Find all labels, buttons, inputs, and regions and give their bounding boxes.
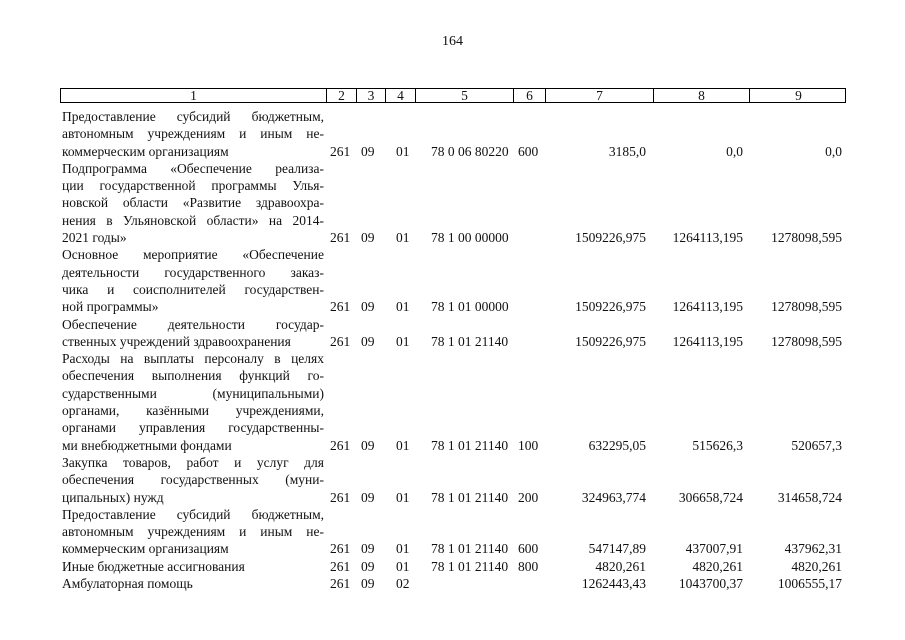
description-line: обеспечения государственных (муни-	[62, 472, 324, 488]
cell-c3: 09	[361, 558, 375, 574]
description-line: Обеспечение деятельности государ-	[62, 316, 324, 332]
cell-c4: 01	[396, 230, 410, 246]
description-line: органами, казёнными учреждениями,	[62, 403, 324, 419]
cell-c7: 4820,261	[595, 558, 646, 574]
cell-c3: 09	[361, 333, 375, 349]
cell-c9: 1006555,17	[777, 576, 842, 592]
cell-c6: 200	[518, 489, 539, 505]
description-line: Основное мероприятие «Обеспечение	[62, 247, 324, 263]
cell-c9: 1278098,595	[771, 299, 842, 315]
description-line: ственных учреждений здравоохранения	[62, 333, 291, 349]
cell-c5: 78 1 01 21140	[431, 558, 509, 574]
cell-c8: 4820,261	[692, 558, 743, 574]
description-line: ции государственной программы Улья-	[62, 178, 324, 194]
cell-c6: 100	[518, 437, 539, 453]
description-line: Иные бюджетные ассигнования	[62, 558, 245, 574]
cell-c4: 01	[396, 299, 410, 315]
description-line: коммерческим организациям	[62, 143, 229, 159]
description-line: новской области «Развитие здравоохра-	[62, 195, 324, 211]
cell-c3: 09	[361, 143, 375, 159]
cell-c3: 09	[361, 576, 375, 592]
description-line: Амбулаторная помощь	[62, 576, 193, 592]
header-col-4: 4	[386, 89, 416, 102]
table-row	[62, 506, 852, 558]
table-row	[62, 350, 852, 454]
cell-c4: 01	[396, 143, 410, 159]
description-line: Закупка товаров, работ и услуг для	[62, 454, 324, 470]
header-col-6: 6	[514, 89, 546, 102]
cell-c5: 78 1 01 21140	[431, 333, 509, 349]
table-row	[62, 575, 852, 592]
description-line: Подпрограмма «Обеспечение реализа-	[62, 160, 324, 176]
page-number: 164	[442, 34, 463, 49]
cell-c3: 09	[361, 230, 375, 246]
table-row	[62, 108, 852, 160]
cell-c7: 1262443,43	[581, 576, 646, 592]
cell-c7: 1509226,975	[575, 230, 646, 246]
description-line: коммерческим организациям	[62, 541, 229, 557]
cell-c3: 09	[361, 541, 375, 557]
cell-c8: 306658,724	[678, 489, 743, 505]
description-line: нения в Ульяновской области» на 2014-	[62, 212, 324, 228]
cell-c2: 261	[330, 541, 351, 557]
table-body	[62, 108, 852, 592]
cell-c4: 01	[396, 558, 410, 574]
header-col-7: 7	[546, 89, 654, 102]
cell-c8: 437007,91	[685, 541, 743, 557]
description-line: автономным учреждениям и иным не-	[62, 126, 324, 142]
header-col-9: 9	[795, 88, 802, 103]
cell-c9: 1278098,595	[771, 333, 842, 349]
description-line: 2021 годы»	[62, 230, 127, 246]
table-header	[60, 88, 846, 103]
cell-c5: 78 1 01 21140	[431, 489, 509, 505]
cell-c8: 0,0	[726, 143, 743, 159]
cell-c9: 437962,31	[784, 541, 842, 557]
cell-c7: 1509226,975	[575, 333, 646, 349]
table-row	[62, 316, 852, 351]
cell-c5: 78 1 01 00000	[431, 299, 509, 315]
description-line: сударственными (муниципальными)	[62, 385, 324, 401]
header-col-5: 5	[416, 89, 514, 102]
description-line: обеспечения выполнения функций го-	[62, 368, 324, 384]
cell-c2: 261	[330, 333, 351, 349]
description-line: ной программы»	[62, 299, 159, 315]
header-col-3: 3	[357, 89, 386, 102]
description-line: Предоставление субсидий бюджетным,	[62, 109, 324, 124]
cell-c3: 09	[361, 437, 375, 453]
description-line: чика и соисполнителей государствен-	[62, 281, 324, 297]
table-row	[62, 160, 852, 246]
cell-c4: 02	[396, 576, 410, 592]
cell-c9: 520657,3	[791, 437, 842, 453]
cell-c5: 78 0 06 80220	[431, 143, 509, 159]
cell-c5: 78 1 00 00000	[431, 230, 509, 246]
cell-c8: 1264113,195	[672, 230, 743, 246]
description-line: Предоставление субсидий бюджетным,	[62, 506, 324, 522]
description-line: Расходы на выплаты персоналу в целях	[62, 351, 324, 367]
cell-c8: 1264113,195	[672, 333, 743, 349]
cell-c8: 1264113,195	[672, 299, 743, 315]
cell-c4: 01	[396, 489, 410, 505]
description-line: автономным учреждениям и иным не-	[62, 524, 324, 540]
cell-c3: 09	[361, 299, 375, 315]
cell-c7: 1509226,975	[575, 299, 646, 315]
cell-c7: 547147,89	[588, 541, 646, 557]
cell-c6: 600	[518, 143, 539, 159]
header-col-1: 1	[61, 89, 327, 102]
header-col-8: 8	[654, 89, 750, 102]
description-line: ципальных) нужд	[62, 489, 164, 505]
description-line: деятельности государственного заказ-	[62, 264, 324, 280]
cell-c8: 1043700,37	[678, 576, 743, 592]
cell-c7: 324963,774	[581, 489, 646, 505]
cell-c6: 600	[518, 541, 539, 557]
cell-c9: 314658,724	[777, 489, 842, 505]
cell-c5: 78 1 01 21140	[431, 541, 509, 557]
cell-c2: 261	[330, 299, 351, 315]
cell-c2: 261	[330, 576, 351, 592]
cell-c7: 632295,05	[588, 437, 646, 453]
table-row	[62, 558, 852, 575]
header-col-2: 2	[327, 89, 357, 102]
table-row	[62, 454, 852, 506]
cell-c2: 261	[330, 437, 351, 453]
cell-c4: 01	[396, 333, 410, 349]
cell-c2: 261	[330, 230, 351, 246]
cell-c9: 0,0	[825, 143, 842, 159]
cell-c9: 1278098,595	[771, 230, 842, 246]
cell-c4: 01	[396, 541, 410, 557]
description-line: органами управления государственны-	[62, 420, 324, 436]
cell-c7: 3185,0	[608, 143, 646, 159]
cell-c6: 800	[518, 558, 539, 574]
cell-c2: 261	[330, 489, 351, 505]
description-line: ми внебюджетными фондами	[62, 437, 232, 453]
cell-c5: 78 1 01 21140	[431, 437, 509, 453]
cell-c3: 09	[361, 489, 375, 505]
cell-c4: 01	[396, 437, 410, 453]
cell-c8: 515626,3	[692, 437, 743, 453]
cell-c2: 261	[330, 143, 351, 159]
cell-c9: 4820,261	[791, 558, 842, 574]
cell-c2: 261	[330, 558, 351, 574]
table-row	[62, 246, 852, 315]
